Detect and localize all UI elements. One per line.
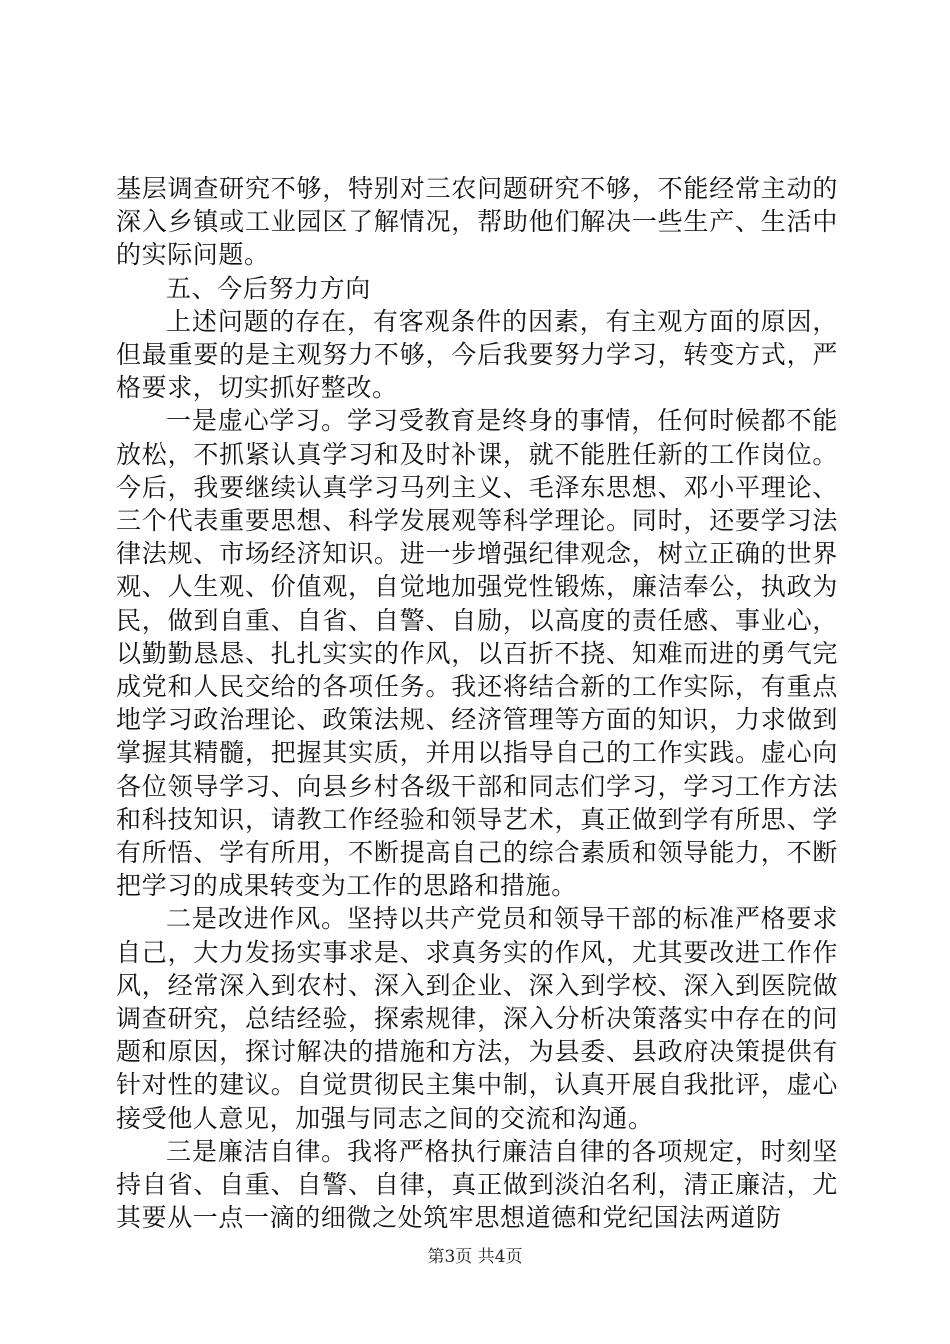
paragraph-5: 二是改进作风。坚持以共产党员和领导干部的标准严格要求自己，大力发扬实事求是、求真务实的作风，尤其要改进工作作风，经常深入到农村、深入到企业、深入到学校、深入到医院做调查研究，总结经验，探索规律，深入分析决策落实中存在的问题和原因，探讨解决的措施和方法，为县委、县政府决策提供有针对性的建议。自觉贯彻民主集中制，认真开展自我批评，虚心接受他人意见，加强与同志之间的交流和沟通。	[116, 904, 838, 1133]
paragraph-1: 基层调查研究不够，特别对三农问题研究不够，不能经常主动的深入乡镇或工业园区了解情况，帮助他们解决一些生产、生活中的实际问题。	[116, 174, 838, 270]
document-body	[116, 172, 838, 1235]
page-footer: 第3页 共4页	[427, 1247, 523, 1267]
paragraph-6: 三是廉洁自律。我将严格执行廉洁自律的各项规定，时刻坚持自省、自重、自警、自律，真正做到淡泊名利，清正廉洁，尤其要从一点一滴的细微之处筑牢思想道德和党纪国法两道防	[116, 1136, 838, 1233]
paragraph-3: 上述问题的存在，有客观条件的因素，有主观方面的原因，但最重要的是主观努力不够，今后我要努力学习，转变方式，严格要求，切实抓好整改。	[116, 306, 838, 403]
paragraph-4: 一是虚心学习。学习受教育是终身的事情，任何时候都不能放松，不抓紧认真学习和及时补课，就不能胜任新的工作岗位。今后，我要继续认真学习马列主义、毛泽东思想、邓小平理论、三个代表重要思想、科学发展观等科学理论。同时，还要学习法律法规、市场经济知识。进一步增强纪律观念，树立正确的世界观、人生观、价值观，自觉地加强党性锻炼，廉洁奉公，执政为民，做到自重、自省、自警、自励，以高度的责任感、事业心，以勤勤恳恳、扎扎实实的作风，以百折不挠、知难而进的勇气完成党和人民交给的各项任务。我还将结合新的工作实际，有重点地学习政治理论、政策法规、经济管理等方面的知识，力求做到掌握其精髓，把握其实质，并用以指导自己的工作实践。虚心向各位领导学习、向县乡村各级干部和同志们学习，学习工作方法和科技知识，请教工作经验和领导艺术，真正做到学有所思、学有所悟、学有所用，不断提高自己的综合素质和领导能力，不断把学习的成果转变为工作的思路和措施。	[116, 406, 838, 901]
section-heading: 五、今后努力方向	[166, 273, 371, 303]
